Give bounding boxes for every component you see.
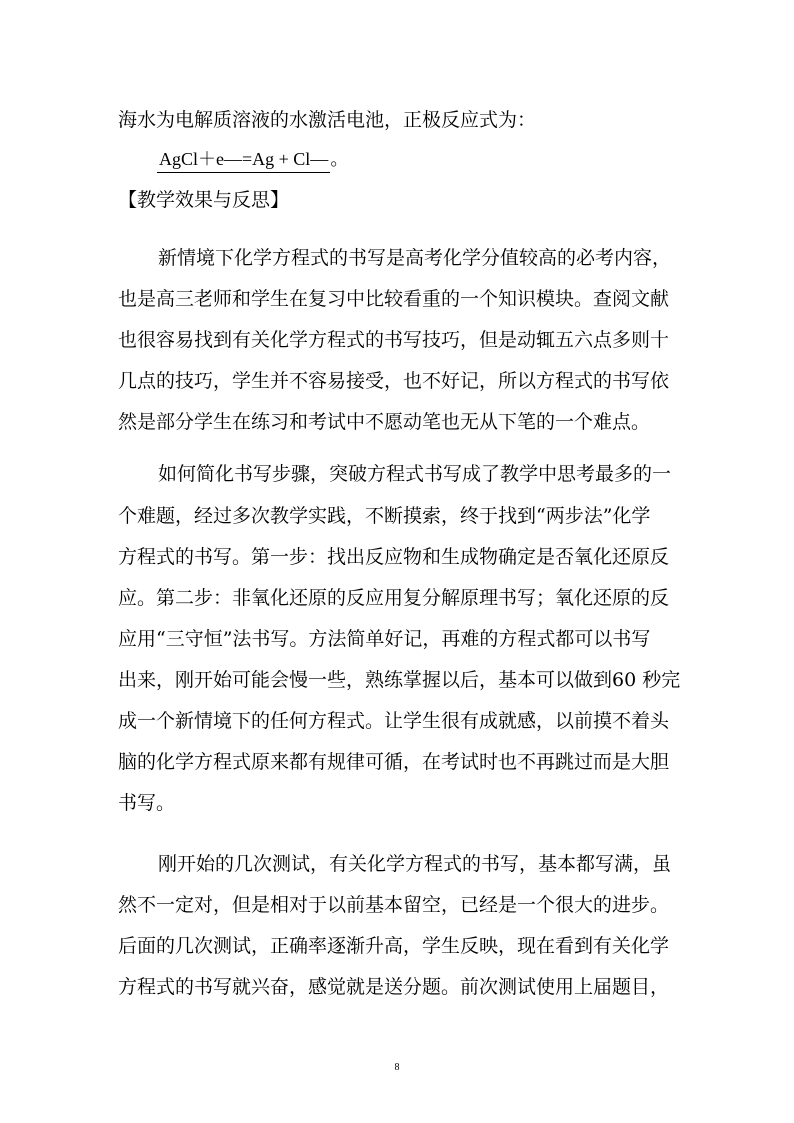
paragraph-line: 方程式的书写。第一步：找出反应物和生成物确定是否氧化还原反: [118, 546, 670, 568]
paragraph-line: 然是部分学生在练习和考试中不愿动笔也无从下笔的一个难点。: [118, 411, 651, 433]
paragraph-line: 新情境下化学方程式的书写是高考化学分值较高的必考内容，: [158, 247, 672, 269]
paragraph-line: 然不一定对，但是相对于以前基本留空，已经是一个很大的进步。: [118, 894, 670, 916]
equation-period: 。: [330, 149, 349, 169]
paragraph-line: 后面的几次测试，正确率逐渐升高，学生反映，现在看到有关化学: [118, 935, 670, 957]
section-heading: 【教学效果与反思】: [118, 189, 290, 211]
paragraph-line: 书写。: [118, 792, 176, 814]
paragraph-line: 也很容易找到有关化学方程式的书写技巧，但是动辄五六点多则十: [118, 329, 670, 351]
paragraph-line: 脑的化学方程式原来都有规律可循，在考试时也不再跳过而是大胆: [118, 751, 670, 773]
paragraph-line: 成一个新情境下的任何方程式。让学生很有成就感，以前摸不着头: [118, 710, 670, 732]
intro-line: 海水为电解质溶液的水激活电池，正极反应式为：: [118, 109, 537, 131]
paragraph-line: 应用“三守恒”法书写。方法简单好记，再难的方程式都可以书写: [118, 628, 651, 650]
paragraph-line: 出来，刚开始可能会慢一些，熟练掌握以后，基本可以做到60 秒完: [118, 669, 681, 691]
paragraph-line: 如何简化书写步骤，突破方程式书写成了教学中思考最多的一: [158, 463, 672, 485]
equation-text: AgCl＋e—=Ag + Cl—: [157, 147, 330, 173]
page-number: 8: [394, 1062, 400, 1073]
reaction-equation: [157, 147, 348, 173]
paragraph-line: 个难题，经过多次教学实践，不断摸索，终于找到“两步法”化学: [118, 505, 651, 527]
paragraph-line: 方程式的书写就兴奋，感觉就是送分题。前次测试使用上届题目，: [118, 976, 670, 998]
paragraph-line: 刚开始的几次测试，有关化学方程式的书写，基本都写满，虽: [158, 853, 672, 875]
paragraph-line: 应。第二步：非氧化还原的反应用复分解原理书写；氧化还原的反: [118, 587, 670, 609]
paragraph-line: 几点的技巧，学生并不容易接受，也不好记，所以方程式的书写依: [118, 370, 670, 392]
paragraph-line: 也是高三老师和学生在复习中比较看重的一个知识模块。查阅文献: [118, 288, 670, 310]
